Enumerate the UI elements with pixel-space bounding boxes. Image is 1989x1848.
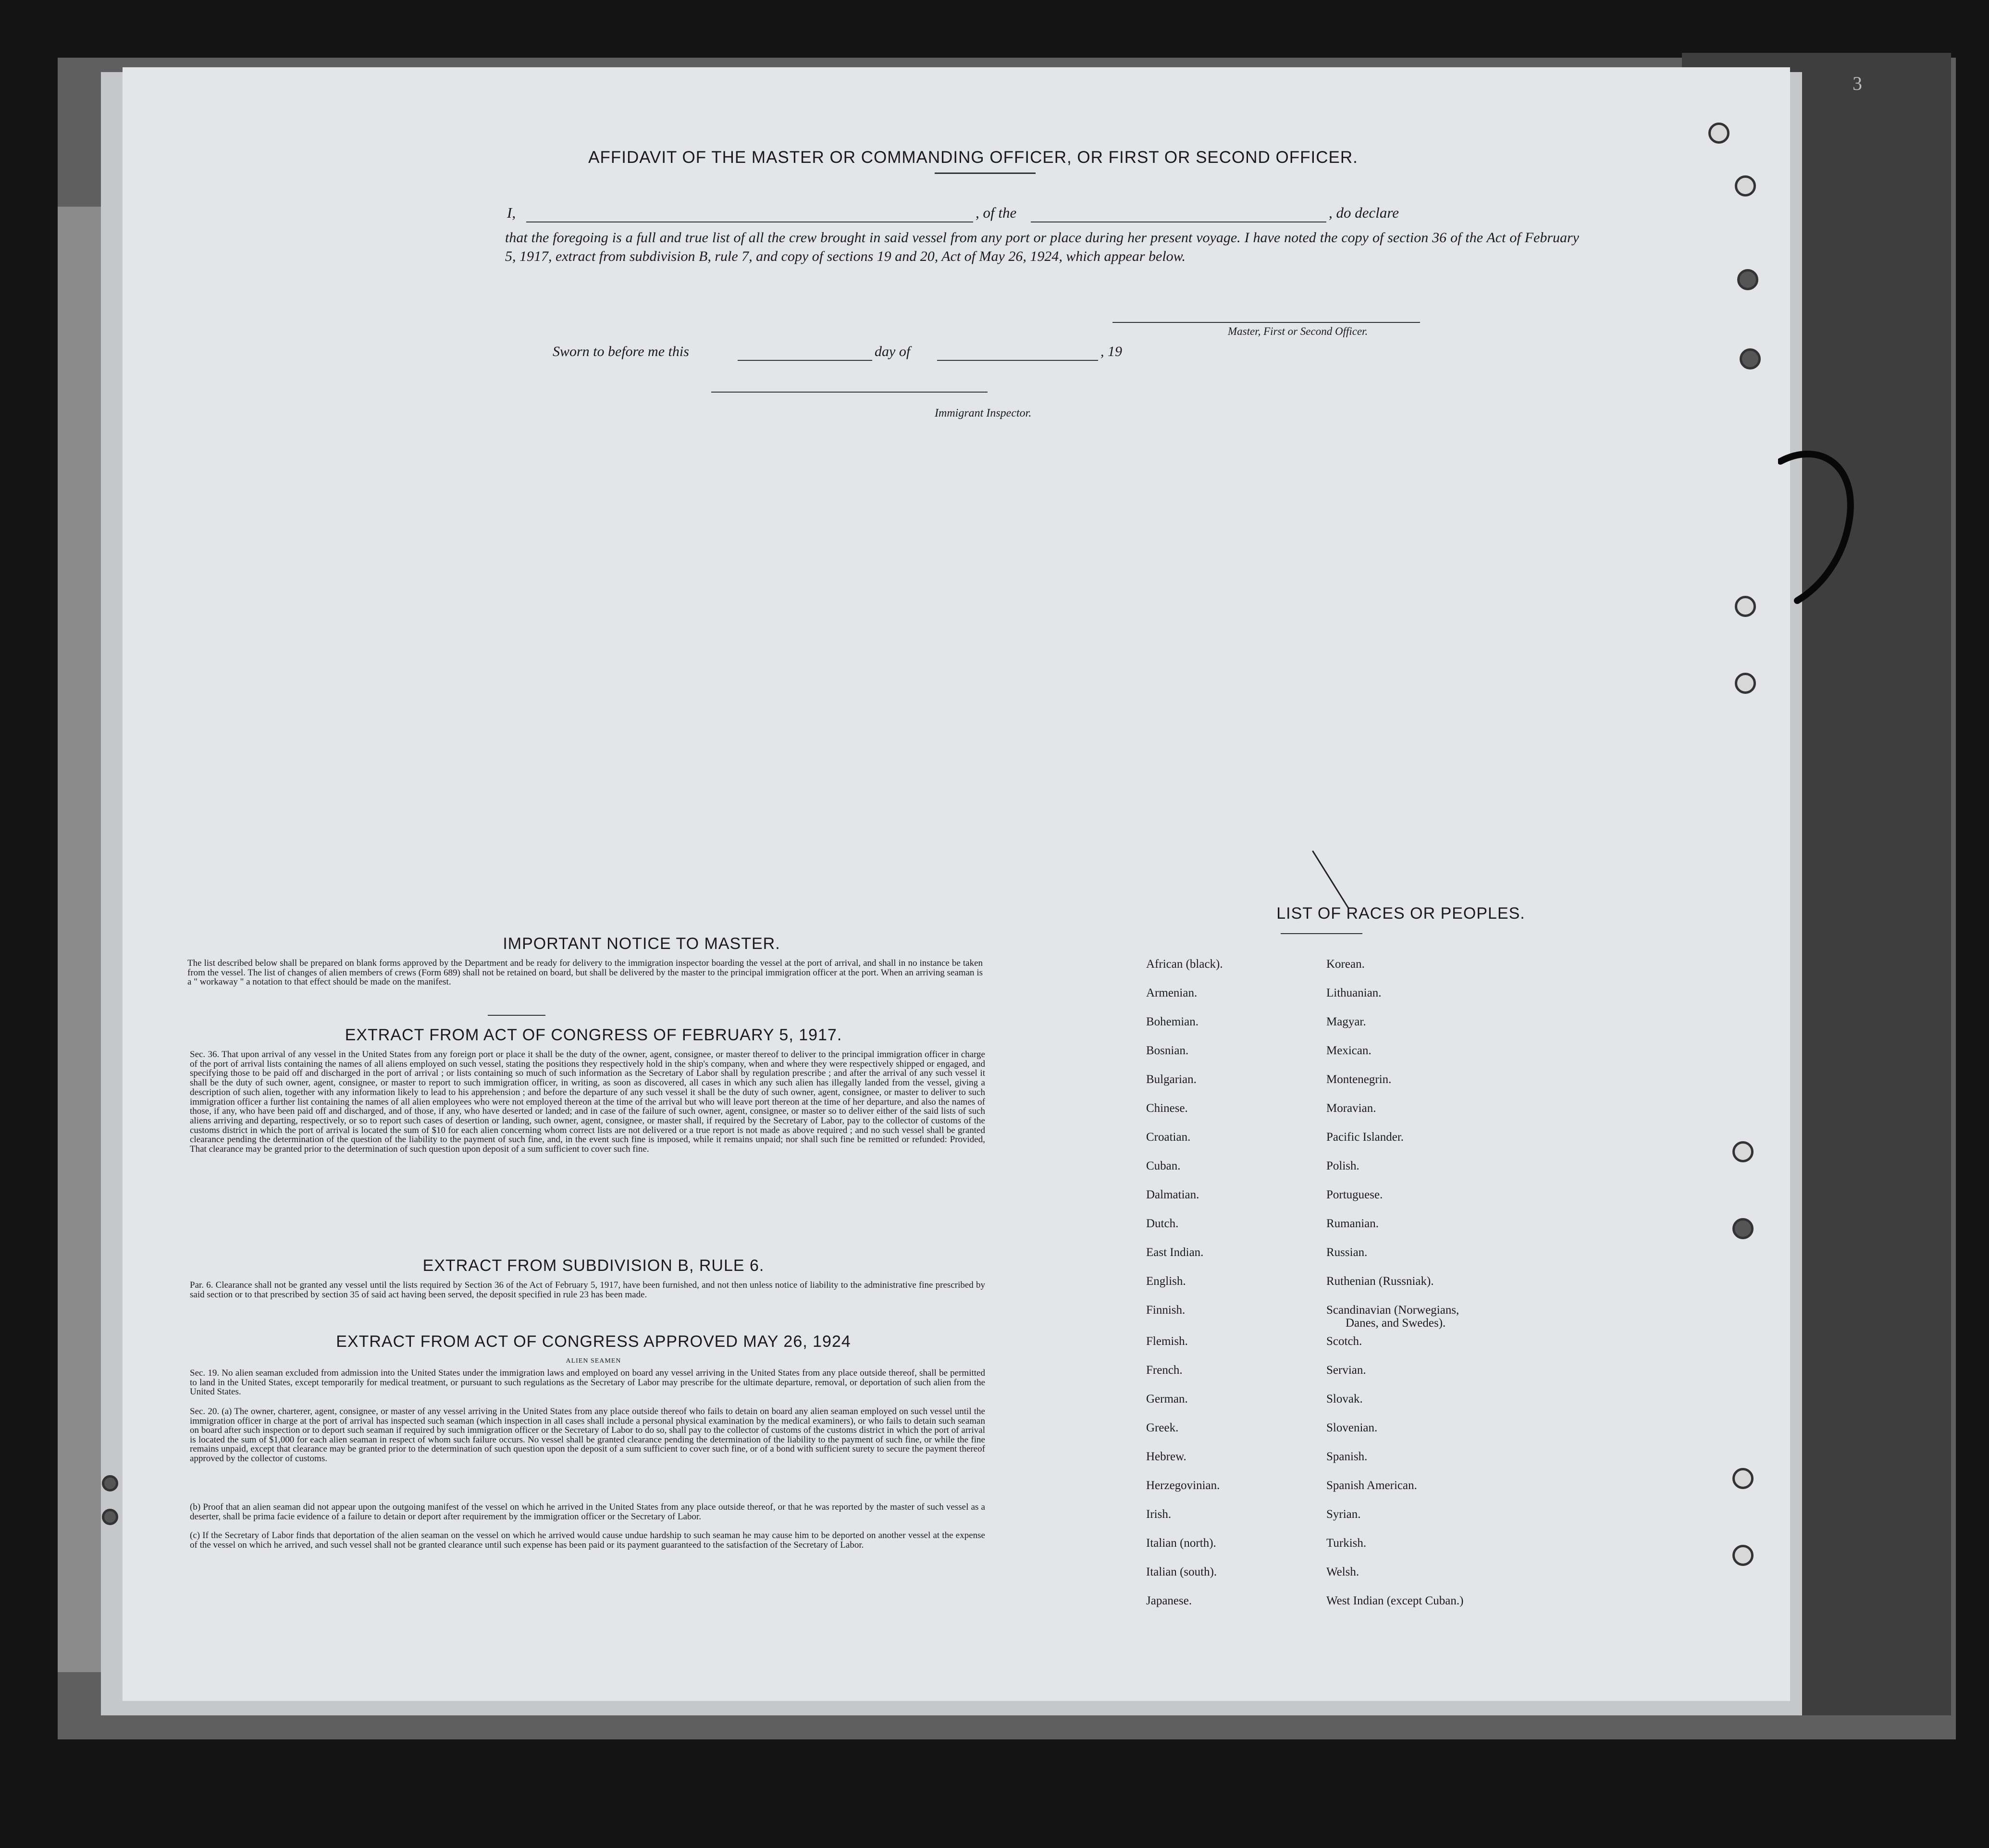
race-item: Scandinavian (Norwegians, (1326, 1304, 1459, 1317)
master-signature-line (1112, 322, 1420, 323)
races-title-rule (1281, 933, 1362, 934)
notice-rule (488, 1015, 545, 1016)
race-item: Slovenian. (1326, 1421, 1378, 1434)
binder-hole (1732, 1141, 1754, 1162)
affidavit-of-the: , of the (976, 204, 1017, 221)
extract-1924-sec20a: Sec. 20. (a) The owner, charterer, agent, consignee, or master of any vessel arriving in the United States from any place outside thereof who fails to detain on board any alien seaman employed on such vessel until the immigration officer in charge at the port of arrival has inspected such seaman (which inspection in all cases shall include a personal physical examination by the medical examiners), or who fails to detain such seaman on board after such inspection or to deport such seaman if required by such immigration officer or the Secretary of Labor to do so, shall pay to the collector of customs of the customs district in which the port of arrival is located the sum of $1,000 for each alien seaman in respect of whom such failure occurs. No vessel shall be granted clearance pending the determination of the liability to the payment of such fine, or while the fine remains unpaid, except that clearance may be granted prior to the determination of such question upon the deposit of a sum sufficient to cover such fine, or of a bond with sufficient surety to secure the payment thereof approved by the collector of customs. (190, 1406, 985, 1464)
affidavit-declare: , do declare (1329, 204, 1399, 221)
race-item: Magyar. (1326, 1015, 1366, 1028)
race-item: Greek. (1146, 1421, 1179, 1434)
race-item: Bohemian. (1146, 1015, 1199, 1028)
extract-1917-text: Sec. 36. That upon arrival of any vessel in the United States from any foreign port or place it shall be the duty of the owner, agent, consignee, or master thereof to deliver to the principal immigration officer in charge of the port of arrival lists containing the names of all aliens employed on such vessel, stating the positions they respectively hold in the ship's company, when and where they were respectively shipped or engaged, and specifying those to be paid off and discharged in the port of arrival ; or lists containing so much of such information as the Secretary of Labor shall by regulation prescribe ; and after the arrival of any such vessel it shall be the duty of such owner, agent, consignee, or master to report to such immigration officer, in writing, as soon as discovered, all cases in which any such alien has illegally landed from the vessel, giving a description of such alien, together with any information likely to lead to his apprehension ; and before the departure of any such vessel it shall be the duty of such owner, agent, consignee, or master to deliver to such immigration officer a further list containing the names of all alien employees who were not employed thereon at the time of the arrival but who will leave port thereon at the time of her departure, and also the names of those, if any, who have been paid off and discharged, and of those, if any, who have deserted or landed; and in case of the failure of such owner, agent, consignee, or master so to deliver either of the said lists of such aliens arriving and departing, respectively, or so to report such cases of desertion or landing, such owner, agent, consignee, or master shall, if required by the Secretary of Labor, pay to the collector of customs of the customs district in which the port of arrival is located the sum of $10 for each alien concerning whom correct lists are not delivered or a true report is not made as above required ; and no such vessel shall be granted clearance pending the determination of the question of the liability to the payment of such fine, and, in the event such fine is imposed, while it remains unpaid; nor shall such fine be remitted or refunded: Provided, That clearance may be granted prior to the determination of such question upon deposit of a sum sufficient to cover such fine. (190, 1049, 985, 1155)
race-item: Rumanian. (1326, 1217, 1379, 1230)
corner-mark: 3 (1853, 73, 1862, 94)
binder-hole (1708, 123, 1730, 144)
races-title: LIST OF RACES OR PEOPLES. (1276, 904, 1525, 923)
race-item: Italian (north). (1146, 1537, 1216, 1550)
sworn-month-blank (937, 360, 1098, 361)
race-item: French. (1146, 1364, 1183, 1377)
notice-title: IMPORTANT NOTICE TO MASTER. (503, 935, 780, 953)
race-item: Servian. (1326, 1364, 1366, 1377)
race-item: Montenegrin. (1326, 1073, 1392, 1086)
race-item: Dutch. (1146, 1217, 1179, 1230)
race-item: Lithuanian. (1326, 986, 1382, 999)
race-item: Spanish American. (1326, 1479, 1417, 1492)
race-item: Herzegovinian. (1146, 1479, 1220, 1492)
race-item: Flemish. (1146, 1335, 1188, 1348)
race-item: Croatian. (1146, 1131, 1191, 1144)
race-item: Hebrew. (1146, 1450, 1186, 1463)
race-scandinavian-continued: Danes, and Swedes). (1346, 1317, 1446, 1330)
race-item: Moravian. (1326, 1102, 1376, 1115)
race-item: Korean. (1326, 958, 1365, 971)
race-item: Pacific Islander. (1326, 1131, 1404, 1144)
race-item: Dalmatian. (1146, 1188, 1199, 1201)
race-item: Scotch. (1326, 1335, 1362, 1348)
race-item: Polish. (1326, 1159, 1359, 1172)
binder-hole (1732, 1468, 1754, 1489)
notice-text: The list described below shall be prepared on blank forms approved by the Department and be ready for delivery to the immigration inspector boarding the vessel at the port of arrival, and shall in no instance be taken from the vessel. The list of changes of alien members of crews (Form 689) shall not be retained on board, but shall be delivered by the master to the principal immigration officer at the port. When an arriving seaman is a " workaway " a notation to that effect should be made on the manifest. (187, 958, 983, 987)
sworn-line (553, 344, 1249, 363)
page-stack-edge (58, 207, 106, 1672)
sworn-day: day of (875, 344, 911, 359)
race-item: Japanese. (1146, 1594, 1192, 1607)
race-item: Spanish. (1326, 1450, 1368, 1463)
affidavit-line-1 (507, 204, 1579, 223)
pen-stroke-mark (1312, 850, 1349, 908)
affidavit-title-rule (935, 172, 1036, 174)
sworn-day-blank (738, 360, 872, 361)
binding-string (1778, 432, 1865, 615)
race-item: German. (1146, 1392, 1188, 1405)
binder-hole (1737, 269, 1758, 290)
extract-1924-subtitle: ALIEN SEAMEN (566, 1357, 621, 1365)
binder-hole (1732, 1218, 1754, 1239)
left-binder-hole (102, 1475, 118, 1491)
race-item: Welsh. (1326, 1565, 1359, 1578)
race-item: Bosnian. (1146, 1044, 1189, 1057)
race-item: Cuban. (1146, 1159, 1181, 1172)
binder-hole (1740, 348, 1761, 370)
race-item: Russian. (1326, 1246, 1368, 1259)
binder-hole (1735, 596, 1756, 617)
extract-1924-sec20b: (b) Proof that an alien seaman did not appear upon the outgoing manifest of the vessel on which he arrived in the United States from any place outside thereof, or that he was reported by the master of such vessel as a deserter, shall be prima facie evidence of a failure to detain or deport after requirement by the immigration officer or the Secretary of Labor. (190, 1502, 985, 1522)
race-item: Ruthenian (Russniak). (1326, 1275, 1434, 1288)
race-item: Turkish. (1326, 1537, 1367, 1550)
master-caption: Master, First or Second Officer. (1228, 325, 1368, 337)
race-item: East Indian. (1146, 1246, 1204, 1259)
extract-1924-title: EXTRACT FROM ACT OF CONGRESS APPROVED MAY 26, 1924 (336, 1332, 851, 1351)
affidavit-i: I, (507, 204, 516, 221)
extract-rule6-text: Par. 6. Clearance shall not be granted any vessel until the lists required by Section 36 of the Act of February 5, 1917, have been furnished, and not then unless notice of liability to the administrative fine prescribed by said section or to that prescribed by section 35 of said act having been served, the deposit specified in rule 23 has been made. (190, 1280, 985, 1300)
race-item: West Indian (except Cuban.) (1326, 1594, 1464, 1607)
race-item: Irish. (1146, 1508, 1172, 1521)
race-item: Slovak. (1326, 1392, 1363, 1405)
race-item: Finnish. (1146, 1304, 1186, 1317)
extract-rule6-title: EXTRACT FROM SUBDIVISION B, RULE 6. (422, 1257, 765, 1275)
document-page (123, 67, 1790, 1701)
race-item: Bulgarian. (1146, 1073, 1197, 1086)
sworn-prefix: Sworn to before me this (553, 344, 689, 359)
race-item: Mexican. (1326, 1044, 1371, 1057)
inspector-caption: Immigrant Inspector. (935, 407, 1032, 419)
race-item: Chinese. (1146, 1102, 1188, 1115)
sworn-year: , 19 (1100, 344, 1122, 359)
race-item: English. (1146, 1275, 1186, 1288)
binder-hole (1732, 1545, 1754, 1566)
binder-hole (1735, 673, 1756, 694)
race-item: Armenian. (1146, 986, 1198, 999)
extract-1924-sec19: Sec. 19. No alien seaman excluded from admission into the United States under the immigration laws and employed on board any vessel arriving in the United States from any place outside thereof, shall be permitted to land in the United States, except temporarily for medical treatment, or pursuant to such regulations as the Secretary of Labor may prescribe for the ultimate departure, removal, or deportation of such alien from the United States. (190, 1368, 985, 1397)
affidavit-title: AFFIDAVIT OF THE MASTER OR COMMANDING OFFICER, OR FIRST OR SECOND OFFICER. (588, 148, 1358, 167)
inspector-signature-line (711, 392, 988, 393)
left-binder-hole (102, 1509, 118, 1525)
extract-1924-sec20c: (c) If the Secretary of Labor finds that deportation of the alien seaman on the vessel on which he arrived would cause undue hardship to such seaman he may cause him to be deported on another vessel at the expense of the vessel on which he arrived, and such vessel shall not be granted clearance until such expense has been paid or its payment guaranteed to the satisfaction of the Secretary of Labor. (190, 1530, 985, 1550)
affidavit-body: that the foregoing is a full and true list of all the crew brought in said vessel from any port or place during her present voyage. I have noted the copy of section 36 of the Act of February 5, 1917, extract from subdivision B, rule 7, and copy of sections 19 and 20, Act of May 26, 1924, which appear below. (505, 230, 1579, 264)
race-item: Italian (south). (1146, 1565, 1217, 1578)
race-item: Syrian. (1326, 1508, 1361, 1521)
binder-hole (1735, 175, 1756, 197)
race-item: African (black). (1146, 958, 1223, 971)
extract-1917-title: EXTRACT FROM ACT OF CONGRESS OF FEBRUARY 5, 1917. (345, 1026, 842, 1044)
race-item: Portuguese. (1326, 1188, 1383, 1201)
